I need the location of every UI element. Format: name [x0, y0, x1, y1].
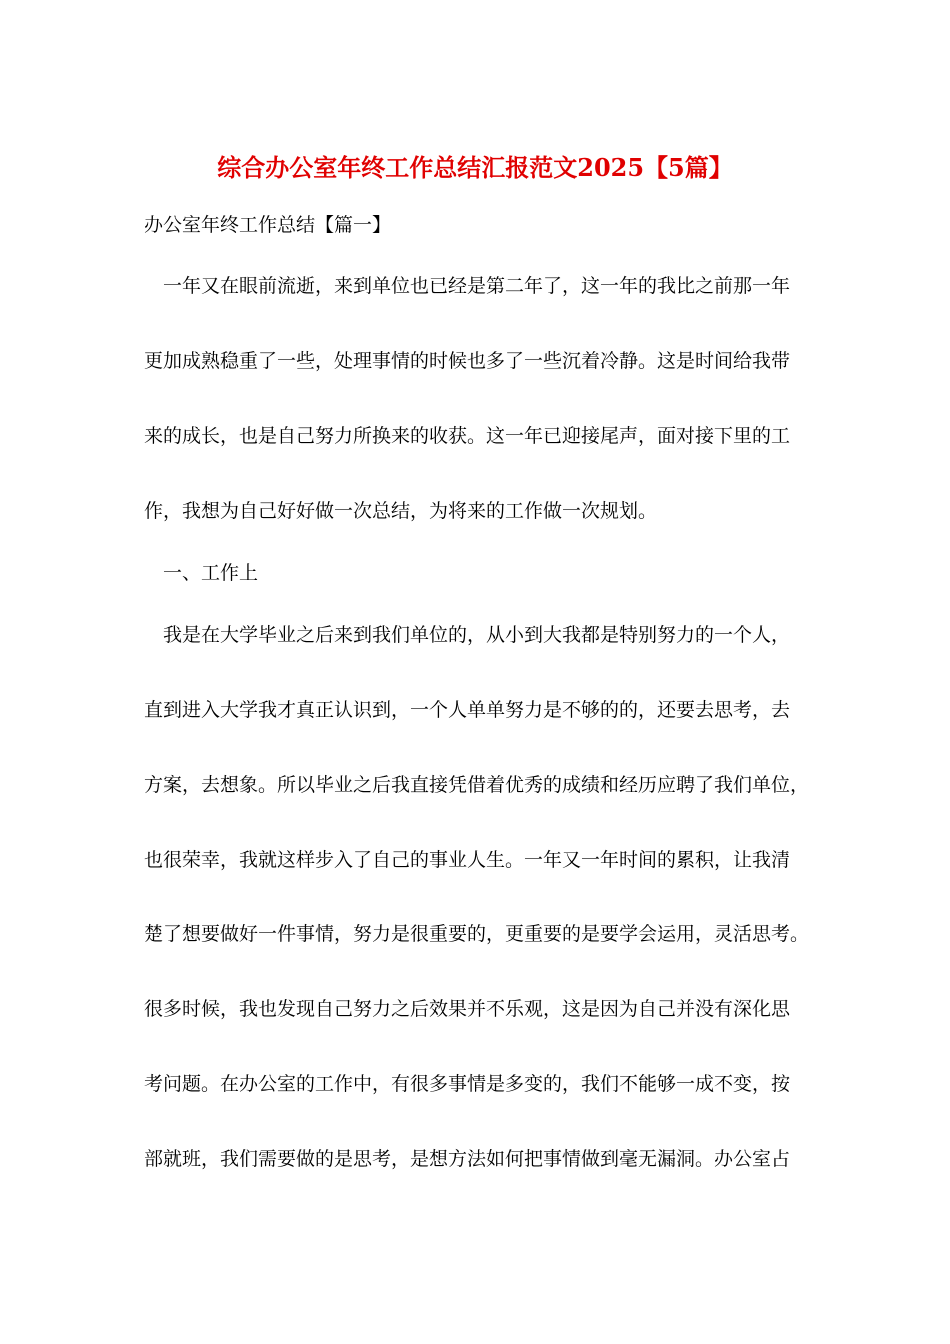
- document-title: 综合办公室年终工作总结汇报范文2025【5篇】: [217, 153, 733, 182]
- paragraph-line: 很多时候，我也发现自己努力之后效果并不乐观，这是因为自己并没有深化思: [144, 998, 791, 1020]
- paragraph-line: 一年又在眼前流逝，来到单位也已经是第二年了，这一年的我比之前那一年: [163, 275, 791, 297]
- subsection-heading: 一、工作上: [163, 562, 259, 584]
- paragraph-line: 考问题。在办公室的工作中，有很多事情是多变的，我们不能够一成不变，按: [144, 1073, 791, 1095]
- paragraph-line: 直到进入大学我才真正认识到，一个人单单努力是不够的的，还要去思考，去: [144, 699, 791, 721]
- paragraph-line: 我是在大学毕业之后来到我们单位的，从小到大我都是特别努力的一个人，: [163, 624, 791, 646]
- paragraph-line: 方案，去想象。所以毕业之后我直接凭借着优秀的成绩和经历应聘了我们单位，: [144, 774, 810, 796]
- paragraph-line: 来的成长，也是自己努力所换来的收获。这一年已迎接尾声，面对接下里的工: [144, 425, 791, 447]
- paragraph-line: 部就班，我们需要做的是思考，是想方法如何把事情做到毫无漏洞。办公室占: [144, 1148, 791, 1170]
- paragraph-line: 作，我想为自己好好做一次总结，为将来的工作做一次规划。: [144, 500, 658, 522]
- paragraph-line: 更加成熟稳重了一些，处理事情的时候也多了一些沉着冷静。这是时间给我带: [144, 350, 791, 372]
- section-heading: 办公室年终工作总结【篇一】: [144, 214, 392, 236]
- paragraph-line: 楚了想要做好一件事情，努力是很重要的，更重要的是要学会运用，灵活思考。: [144, 923, 810, 945]
- paragraph-line: 也很荣幸，我就这样步入了自己的事业人生。一年又一年时间的累积，让我清: [144, 849, 791, 871]
